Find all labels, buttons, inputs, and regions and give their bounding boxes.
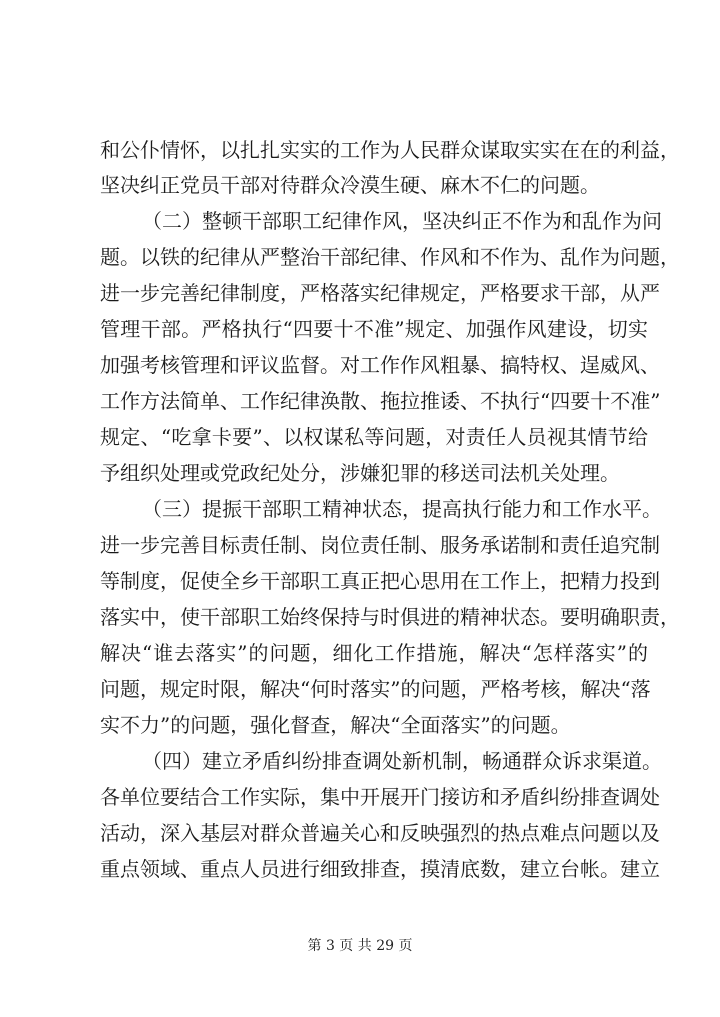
text-line: 重点领域、重点人员进行细致排查，摸清底数，建立台帐。建立 — [100, 857, 660, 881]
text-line: 落实中，使干部职工始终保持与时俱进的精神状态。要明确职责， — [100, 605, 680, 629]
text-line: 各单位要结合工作实际，集中开展开门接访和矛盾纠纷排查调处 — [100, 785, 660, 809]
text-line: 活动，深入基层对群众普遍关心和反映强烈的热点难点问题以及 — [100, 821, 660, 845]
text-line: 问题，规定时限，解决“何时落实”的问题，严格考核，解决“落 — [100, 677, 651, 701]
paragraph-heading-line: （四）建立矛盾纠纷排查调处新机制，畅通群众诉求渠道。 — [142, 749, 662, 773]
paragraph-heading-line: （三）提振干部职工精神状态，提高执行能力和工作水平。 — [142, 497, 662, 521]
text-line: 进一步完善目标责任制、岗位责任制、服务承诺制和责任追究制 — [100, 533, 660, 557]
text-line: 解决“谁去落实”的问题，细化工作措施，解决“怎样落实”的 — [100, 641, 648, 665]
text-line: 进一步完善纪律制度，严格落实纪律规定，严格要求干部，从严 — [100, 281, 660, 305]
text-line: 题。以铁的纪律从严整治干部纪律、作风和不作为、乱作为问题， — [100, 245, 680, 269]
text-line: 实不力”的问题，强化督查，解决“全面落实”的问题。 — [100, 713, 571, 737]
text-line: 坚决纠正党员干部对待群众冷漠生硬、麻木不仁的问题。 — [100, 173, 600, 197]
text-line: 加强考核管理和评议监督。对工作作风粗暴、搞特权、逞威风、 — [100, 353, 660, 377]
text-line: 工作方法简单、工作纪律涣散、拖拉推诿、不执行“四要十不准” — [100, 389, 661, 413]
text-line: 规定、“吃拿卡要”、以权谋私等问题，对责任人员视其情节给 — [100, 425, 648, 449]
text-line: 和公仆情怀，以扎扎实实的工作为人民群众谋取实实在在的利益， — [100, 138, 680, 162]
paragraph-heading-line: （二）整顿干部职工纪律作风，坚决纠正不作为和乱作为问 — [142, 209, 662, 233]
page-number-footer: 第 3 页 共 29 页 — [307, 938, 413, 954]
text-line: 予组织处理或党政纪处分，涉嫌犯罪的移送司法机关处理。 — [100, 461, 620, 485]
text-line: 管理干部。严格执行“四要十不准”规定、加强作风建设，切实 — [100, 317, 648, 341]
text-line: 等制度，促使全乡干部职工真正把心思用在工作上，把精力投到 — [100, 569, 660, 593]
